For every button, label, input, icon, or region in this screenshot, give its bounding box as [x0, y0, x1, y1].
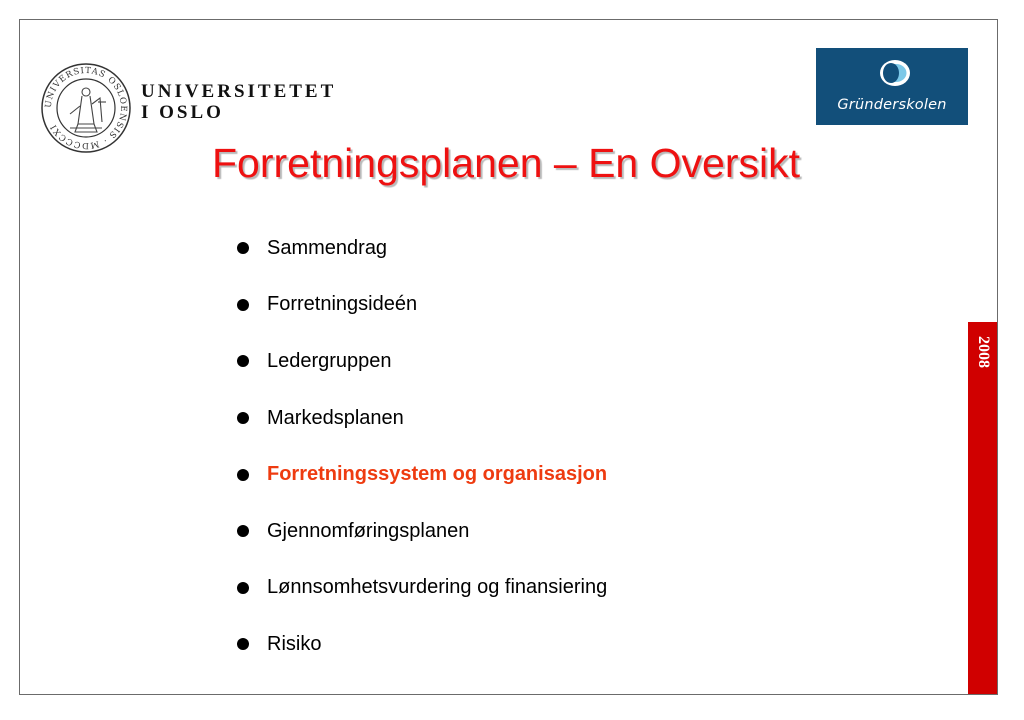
- bullet-icon: [237, 299, 249, 311]
- agenda-item-label: Ledergruppen: [267, 349, 392, 372]
- grunderskolen-logo-icon: [816, 48, 968, 125]
- bullet-icon: [237, 525, 249, 537]
- bullet-icon: [237, 582, 249, 594]
- university-name-line1: UNIVERSITETET: [141, 81, 337, 102]
- university-name-line2: I OSLO: [141, 102, 224, 123]
- bullet-icon: [237, 469, 249, 481]
- agenda-list: [237, 220, 607, 673]
- year-label: [968, 322, 997, 382]
- grunderskolen-logo: [816, 48, 968, 125]
- seal-text: UNIVERSITAS OSLOENSIS · MDCCCXI: [43, 65, 129, 151]
- agenda-item-label: Markedsplanen: [267, 406, 404, 429]
- slide-title: Forretningsplanen – En Oversikt: [212, 140, 800, 186]
- agenda-item-label: Sammendrag: [267, 236, 388, 259]
- university-name: [141, 81, 336, 123]
- agenda-item: [237, 277, 607, 334]
- year-text: 2008: [974, 336, 992, 368]
- logo-text: Gründerskolen: [837, 97, 947, 113]
- agenda-item-label: Forretningssystem og organisasjon: [267, 463, 608, 486]
- agenda-item: [237, 616, 607, 673]
- agenda-item: [237, 333, 607, 390]
- agenda-item: [237, 503, 607, 560]
- agenda-item-label: Lønnsomhetsvurdering og finansiering: [267, 576, 608, 599]
- bullet-icon: [237, 355, 249, 367]
- bullet-icon: [237, 412, 249, 424]
- agenda-item: [237, 560, 607, 617]
- agenda-item-label: Risiko: [267, 632, 322, 655]
- agenda-item: [237, 220, 607, 277]
- bullet-icon: [237, 638, 249, 650]
- agenda-item-label: Forretningsideén: [267, 293, 418, 316]
- agenda-item: [237, 390, 607, 447]
- agenda-item-active: [237, 446, 607, 503]
- bullet-icon: [237, 242, 249, 254]
- agenda-item-label: Gjennomføringsplanen: [267, 519, 470, 542]
